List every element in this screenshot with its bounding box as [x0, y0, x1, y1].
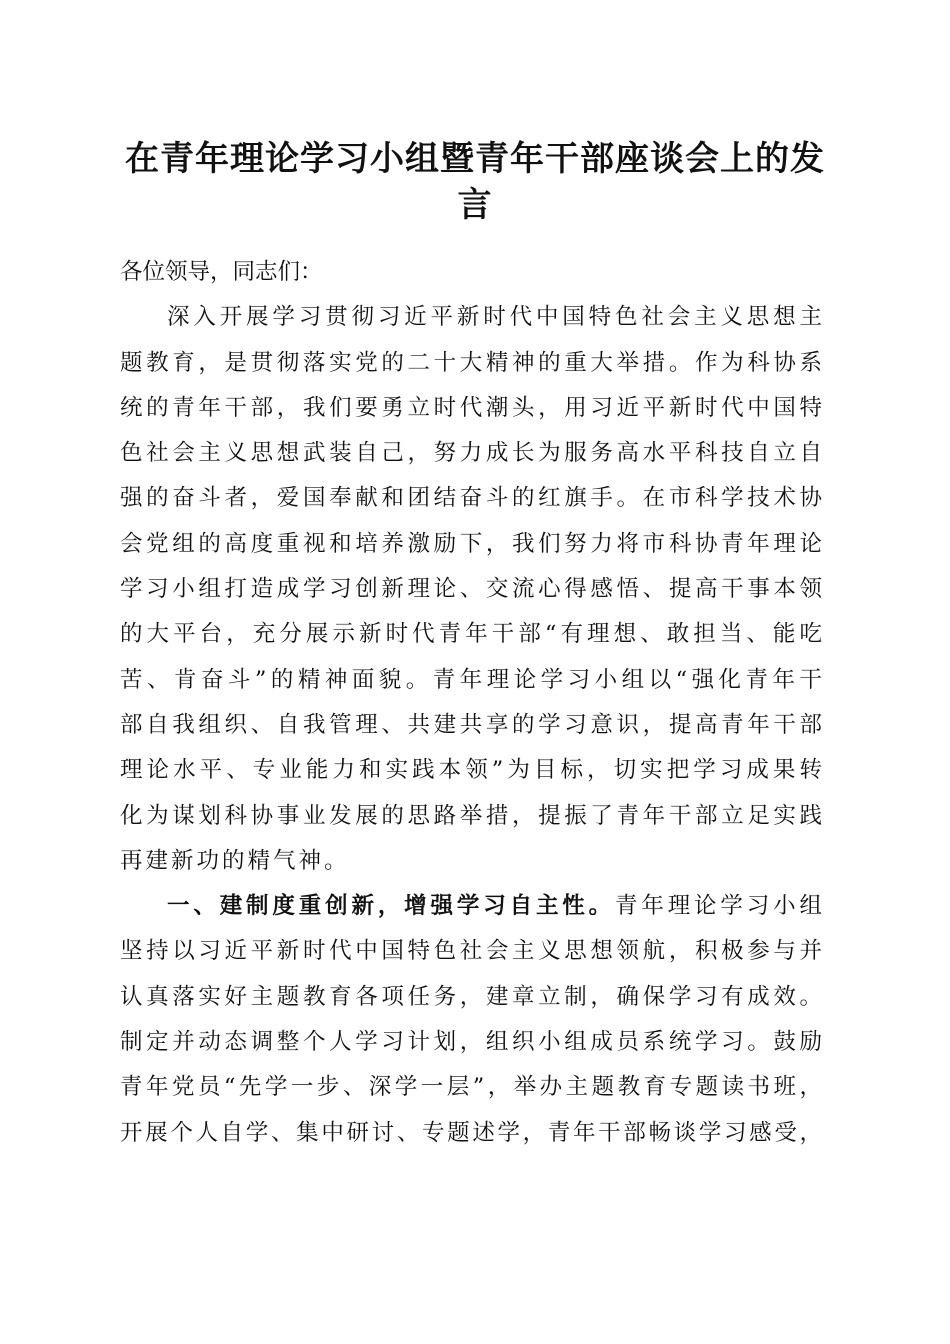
section-heading: 一、建制度重创新，增强学习自主性。 [167, 893, 615, 920]
text-line: 坚持以习近平新时代中国特色社会主义思想领航，积极参与并 [120, 938, 822, 965]
text-line: 会党组的高度重视和培养激励下，我们努力将市科协青年理论 [120, 530, 822, 557]
text-line: 统的青年干部，我们要勇立时代潮头，用习近平新时代中国特 [120, 394, 822, 421]
text-line: 化为谋划科协事业发展的思路举措，提振了青年干部立足实践 [120, 802, 822, 829]
document-body [120, 254, 822, 1160]
text-line: 部自我组织、自我管理、共建共享的学习意识，提高青年干部 [120, 711, 822, 738]
text-line: 强的奋斗者，爱国奉献和团结奋斗的红旗手。在市科学技术协 [120, 485, 822, 512]
text-line: 深入开展学习贯彻习近平新时代中国特色社会主义思想主 [167, 304, 822, 331]
text-line: 色社会主义思想武装自己，努力成长为服务高水平科技自立自 [120, 440, 822, 467]
title-line-1: 在青年理论学习小组暨青年干部座谈会上的发 [125, 139, 825, 179]
text-line: 学习小组打造成学习创新理论、交流心得感悟、提高干事本领 [120, 576, 822, 603]
text-line: 苦、肯奋斗”的精神面貌。青年理论学习小组以“强化青年干 [120, 666, 822, 693]
paragraph-1 [120, 299, 822, 888]
document-title [110, 136, 840, 228]
section-1 [120, 888, 822, 1160]
text-line: 题教育，是贯彻落实党的二十大精神的重大举措。作为科协系 [120, 349, 822, 376]
text-line: 再建新功的精气神。 [120, 847, 350, 874]
text-line: 开展个人自学、集中研讨、专题述学，青年干部畅谈学习感受， [120, 1119, 822, 1146]
text-line: 认真落实好主题教育各项任务，建章立制，确保学习有成效。 [120, 983, 822, 1010]
text-line: 制定并动态调整个人学习计划，组织小组成员系统学习。鼓励 [120, 1029, 822, 1056]
text-run: 青年理论学习小组 [615, 893, 822, 920]
text-line: 的大平台，充分展示新时代青年干部“有理想、敢担当、能吃 [120, 621, 822, 648]
text-line: 理论水平、专业能力和实践本领”为目标，切实把学习成果转 [120, 757, 822, 784]
text-line: 青年党员“先学一步、深学一层”，举办主题教育专题读书班， [120, 1074, 822, 1101]
salutation: 各位领导，同志们： [120, 259, 323, 285]
title-line-2: 言 [457, 185, 493, 225]
section-1-first-line [120, 888, 822, 933]
